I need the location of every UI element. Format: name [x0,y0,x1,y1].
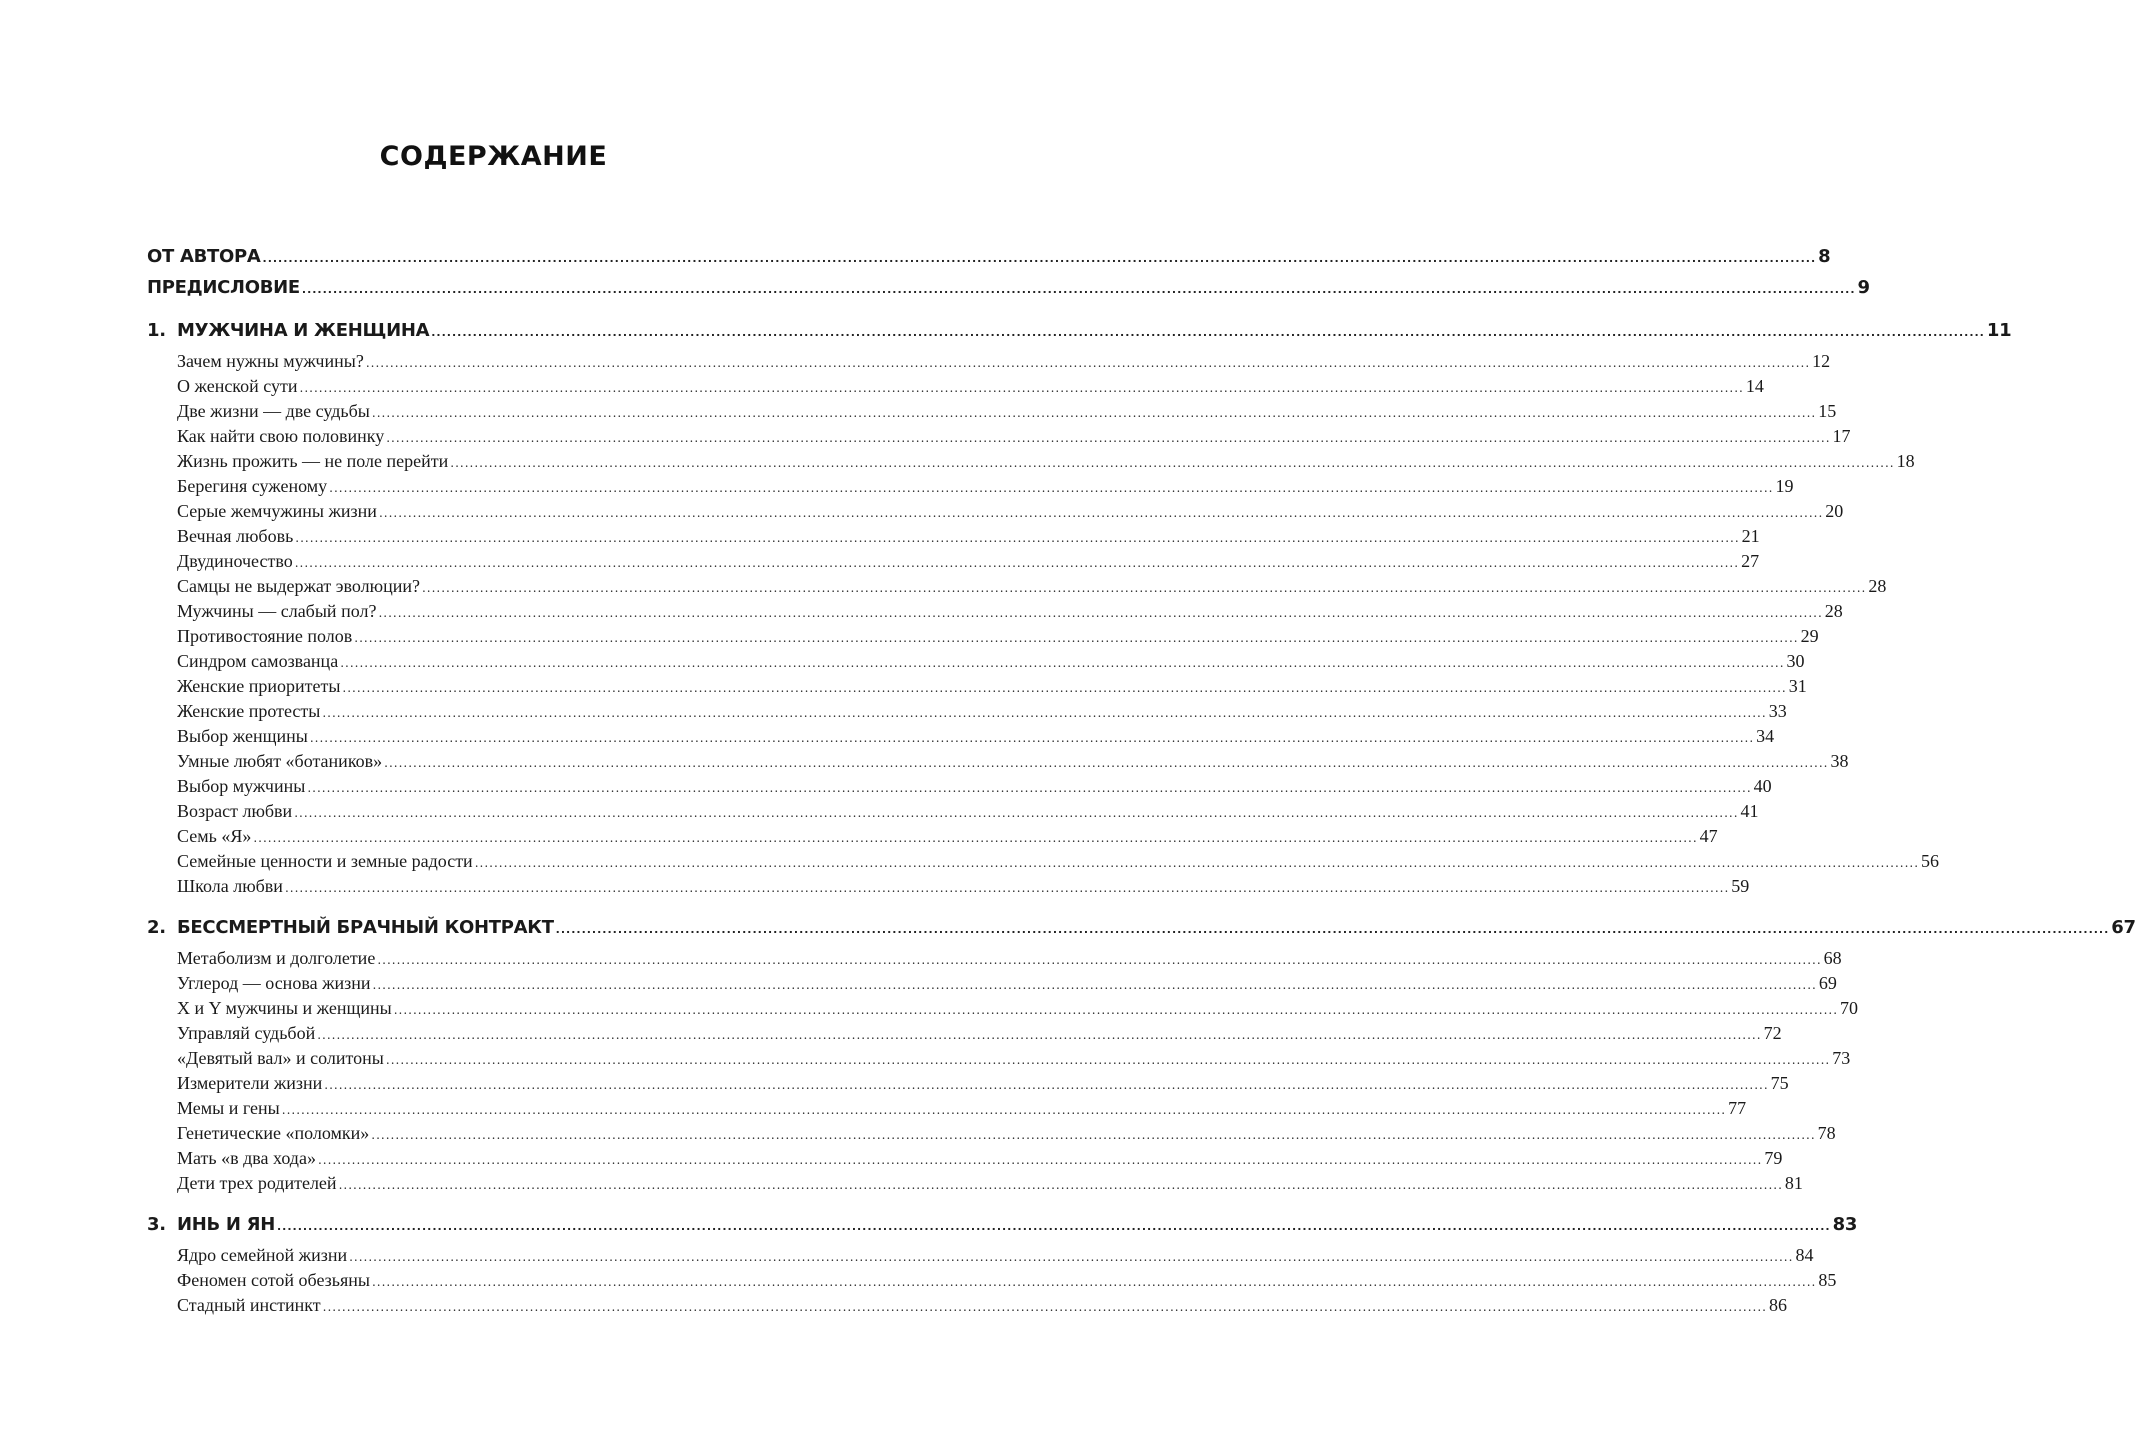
toc-section [147,1245,1814,1270]
toc-entry-preface [147,277,1870,308]
section-page: 31 [1788,676,1807,696]
section-page: 21 [1741,526,1760,546]
dot-leader: ............................................................................................................................................................................................................................................................................................................ [322,706,1767,720]
dot-leader: ............................................................................................................................................................................................................................................................................................................ [378,506,1824,520]
section-page: 28 [1868,576,1887,596]
section-title: Мемы и гены [177,1098,280,1118]
dot-leader: ............................................................................................................................................................................................................................................................................................................ [329,481,1774,495]
section-title: «Девятый вал» и солитоны [177,1048,384,1068]
section-title: Стадный инстинкт [177,1295,321,1315]
toc-section [147,1123,1836,1148]
dot-leader: ............................................................................................................................................................................................................................................................................................................ [385,1053,1831,1067]
dot-leader: ............................................................................................................................................................................................................................................................................................................ [317,1028,1762,1042]
chapter-number: 2. [147,917,166,938]
toc-section [147,1073,1789,1098]
toc-chapter-1 [147,320,2012,351]
section-title: Ядро семейной жизни [177,1245,348,1265]
section-page: 27 [1741,551,1760,571]
section-title: Измерители жизни [177,1073,323,1093]
toc-section [147,948,1842,973]
toc-section [147,451,1915,476]
toc-section [147,501,1844,526]
dot-leader: ............................................................................................................................................................................................................................................................................................................ [299,381,1744,395]
section-page: 28 [1824,601,1843,621]
toc-section [147,551,1760,576]
section-title: Самцы не выдержат эволюции? [177,576,420,596]
toc-section [147,476,1794,501]
chapter-2-sections [147,948,1859,1198]
section-page: 85 [1818,1270,1837,1290]
section-page: 77 [1728,1098,1747,1118]
dot-leader: ............................................................................................................................................................................................................................................................................................................ [349,1250,1794,1264]
toc-section [147,651,1805,676]
section-page: 40 [1753,776,1772,796]
dot-leader: ............................................................................................................................................................................................................................................................................................................ [450,456,1895,470]
toc-section [147,1023,1782,1048]
section-title: Женские приоритеты [177,676,341,696]
toc-entry-label: ОТ АВТОРА [147,246,261,267]
section-title: Метаболизм и долголетие [177,948,376,968]
section-page: 15 [1818,401,1837,421]
dot-leader: ............................................................................................................................................................................................................................................................................................................ [371,406,1817,420]
section-page: 81 [1784,1173,1803,1193]
chapter-heading [147,320,429,341]
chapter-3-sections [147,1245,1837,1320]
table-of-contents [147,246,2136,1320]
section-title: Двудиночество [177,551,293,571]
toc-section [147,676,1807,701]
section-title: Выбор женщины [177,726,308,746]
chapter-title: БЕССМЕРТНЫЙ БРАЧНЫЙ КОНТРАКТ [177,917,554,938]
toc-section [147,601,1843,626]
toc-section [147,526,1760,551]
dot-leader: ............................................................................................................................................................................................................................................................................................................ [281,1103,1727,1117]
chapter-heading [147,917,554,938]
chapter-page: 67 [2111,917,2136,938]
section-page: 72 [1763,1023,1782,1043]
toc-section [147,626,1819,651]
dot-leader: ............................................................................................................................................................................................................................................................................................................ [317,1153,1763,1167]
section-page: 33 [1768,701,1787,721]
section-title: Зачем нужны мужчины? [177,351,364,371]
section-title: Углерод — основа жизни [177,973,371,993]
section-page: 12 [1812,351,1831,371]
toc-section [147,776,1772,801]
toc-section [147,1048,1851,1073]
section-page: 86 [1768,1295,1787,1315]
toc-section [147,351,1831,376]
toc-section [147,426,1851,451]
section-title: Школа любви [177,876,283,896]
dot-leader: ............................................................................................................................................................................................................................................................................................................ [474,856,1920,870]
toc-entry-label: ПРЕДИСЛОВИЕ [147,277,300,298]
toc-section [147,876,1750,901]
section-title: Мать «в два хода» [177,1148,316,1168]
section-title: Берегиня суженому [177,476,328,496]
section-page: 47 [1699,826,1718,846]
chapter-page: 83 [1832,1214,1858,1235]
dot-leader: ............................................................................................................................................................................................................................................................................................................ [377,953,1822,967]
toc-section [147,726,1775,751]
toc-section [147,1148,1783,1173]
chapter-1-sections [147,351,1940,901]
section-page: 29 [1800,626,1819,646]
toc-section [147,1098,1747,1123]
section-title: Умные любят «ботаников» [177,751,383,771]
toc-entry-page: 9 [1857,277,1870,298]
section-title: Жизнь прожить — не поле перейти [177,451,449,471]
section-page: 78 [1817,1123,1836,1143]
section-title: О женской сути [177,376,298,396]
section-title: Возраст любви [177,801,293,821]
dot-leader: ............................................................................................................................................................................................................................................................................................................ [371,1275,1817,1289]
section-page: 59 [1731,876,1750,896]
section-title: X и Y мужчины и женщины [177,998,392,1018]
section-page: 30 [1786,651,1805,671]
section-page: 75 [1770,1073,1789,1093]
chapter-title: МУЖЧИНА И ЖЕНЩИНА [177,320,430,341]
chapter-heading [147,1214,275,1235]
section-title: Мужчины — слабый пол? [177,601,377,621]
section-title: Дети трех родителей [177,1173,337,1193]
section-page: 41 [1740,801,1759,821]
dot-leader: ............................................................................................................................................................................................................................................................................................................ [386,431,1831,445]
toc-section [147,701,1787,726]
dot-leader: ............................................................................................................................................................................................................................................................................................................ [371,1128,1816,1142]
section-title: Серые жемчужины жизни [177,501,377,521]
toc-chapter-3 [147,1214,1858,1245]
toc-section [147,998,1859,1023]
section-page: 56 [1921,851,1940,871]
dot-leader: ............................................................................................................................................................................................................................................................................................................ [421,581,1867,595]
section-page: 19 [1775,476,1794,496]
section-page: 84 [1795,1245,1814,1265]
toc-entry-from-author [147,246,1831,277]
dot-leader: ............................................................................................................................................................................................................................................................................................................ [294,556,1740,570]
toc-section [147,1270,1837,1295]
section-page: 20 [1825,501,1844,521]
dot-leader: ............................................................................................................................................................................................................................................................................................................ [340,656,1785,670]
dot-leader: ............................................................................................................................................................................................................................................................................................................ [301,283,1856,296]
section-title: Выбор мужчины [177,776,306,796]
page-title: СОДЕРЖАНИЕ [379,141,608,172]
toc-section [147,973,1837,998]
chapter-page: 11 [1986,320,2012,341]
section-title: Управляй судьбой [177,1023,316,1043]
dot-leader: ............................................................................................................................................................................................................................................................................................................ [262,252,1817,265]
dot-leader: ............................................................................................................................................................................................................................................................................................................ [294,806,1739,820]
section-title: Семь «Я» [177,826,252,846]
toc-section [147,1295,1787,1320]
dot-leader: ............................................................................................................................................................................................................................................................................................................ [342,681,1787,695]
section-page: 69 [1818,973,1837,993]
chapter-number: 3. [147,1214,166,1235]
toc-section [147,576,1887,601]
dot-leader: ............................................................................................................................................................................................................................................................................................................ [309,731,1755,745]
section-page: 68 [1823,948,1842,968]
section-title: Противостояние полов [177,626,353,646]
toc-entry-page: 8 [1818,246,1831,267]
section-title: Генетические «поломки» [177,1123,370,1143]
section-page: 79 [1764,1148,1783,1168]
toc-section [147,826,1718,851]
toc-section [147,1173,1803,1198]
section-page: 34 [1756,726,1775,746]
toc-section [147,376,1764,401]
toc-section [147,851,1940,876]
chapter-title: ИНЬ И ЯН [177,1214,275,1235]
dot-leader: ............................................................................................................................................................................................................................................................................................................ [284,881,1730,895]
dot-leader: ............................................................................................................................................................................................................................................................................................................ [384,756,1829,770]
dot-leader: ............................................................................................................................................................................................................................................................................................................ [378,606,1823,620]
toc-section [147,801,1759,826]
dot-leader: ............................................................................................................................................................................................................................................................................................................ [324,1078,1769,1092]
dot-leader: ............................................................................................................................................................................................................................................................................................................ [307,781,1752,795]
toc-section [147,751,1849,776]
dot-leader: ............................................................................................................................................................................................................................................................................................................ [253,831,1698,845]
section-title: Феномен сотой обезьяны [177,1270,370,1290]
section-page: 73 [1832,1048,1851,1068]
section-page: 38 [1830,751,1849,771]
dot-leader: ............................................................................................................................................................................................................................................................................................................ [354,631,1799,645]
section-title: Семейные ценности и земные радости [177,851,473,871]
dot-leader: ............................................................................................................................................................................................................................................................................................................ [276,1220,1831,1233]
dot-leader: ............................................................................................................................................................................................................................................................................................................ [295,531,1740,545]
toc-chapter-2 [147,917,2136,948]
dot-leader: ............................................................................................................................................................................................................................................................................................................ [322,1300,1767,1314]
section-title: Синдром самозванца [177,651,339,671]
dot-leader: ............................................................................................................................................................................................................................................................................................................ [431,326,1985,339]
dot-leader: ............................................................................................................................................................................................................................................................................................................ [555,923,2110,936]
chapter-number: 1. [147,320,166,341]
section-title: Как найти свою половинку [177,426,385,446]
toc-section [147,401,1837,426]
section-page: 17 [1832,426,1851,446]
dot-leader: ............................................................................................................................................................................................................................................................................................................ [365,356,1811,370]
section-page: 18 [1896,451,1915,471]
dot-leader: ............................................................................................................................................................................................................................................................................................................ [338,1178,1783,1192]
section-title: Женские протесты [177,701,321,721]
section-title: Вечная любовь [177,526,294,546]
dot-leader: ............................................................................................................................................................................................................................................................................................................ [393,1003,1839,1017]
section-page: 70 [1840,998,1859,1018]
section-title: Две жизни — две судьбы [177,401,370,421]
dot-leader: ............................................................................................................................................................................................................................................................................................................ [372,978,1817,992]
section-page: 14 [1745,376,1764,396]
